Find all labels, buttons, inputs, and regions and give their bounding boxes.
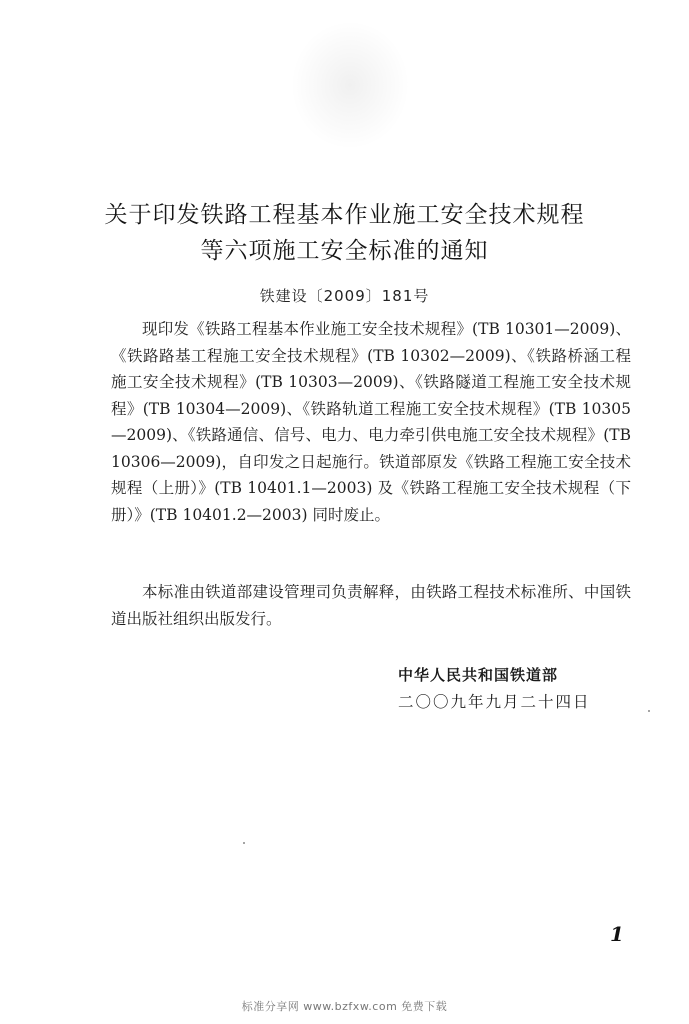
notice-title-line-2: 等六项施工安全标准的通知 xyxy=(200,238,489,264)
scan-speck xyxy=(648,710,650,712)
document-number: 铁建设〔2009〕181号 xyxy=(259,287,430,305)
issue-date: 二〇〇九年九月二十四日 xyxy=(398,693,591,711)
page-number: 1 xyxy=(610,922,624,946)
body-paragraph-2: 本标准由铁道部建设管理司负责解释，由铁路工程技术标准所、中国铁道出版社组织出版发行。 xyxy=(111,583,631,628)
scan-smudge xyxy=(290,20,410,150)
body-paragraph-1: 现印发《铁路工程基本作业施工安全技术规程》(TB 10301—2009)、《铁路路基工程施工安全技术规程》(TB 10302—2009)、《铁路桥涵工程施工安全技术规程》(TB 10303—2009)、《铁路隧道工程施工安全技术规程》(TB 10304—2009)、《铁路轨道工程施工安全技术规程》(TB 10305—2009)、《铁路通信、信号、电力、电力牵引供电施工安全技术规程》(TB 10306—2009)，自印发之日起施行。铁道部原发《铁路工程施工安全技术规程（上册）》(TB 10401.1—2003) 及《铁路工程施工安全技术规程（下册）》(TB 10401.2—2003) 同时废止。 xyxy=(111,320,631,524)
watermark-footer: 标准分享网 www.bzfxw.com 免费下载 xyxy=(241,1000,448,1013)
scan-speck xyxy=(243,842,245,844)
issuing-organization: 中华人民共和国铁道部 xyxy=(398,666,559,684)
notice-title-line-1: 关于印发铁路工程基本作业施工安全技术规程 xyxy=(104,202,585,228)
